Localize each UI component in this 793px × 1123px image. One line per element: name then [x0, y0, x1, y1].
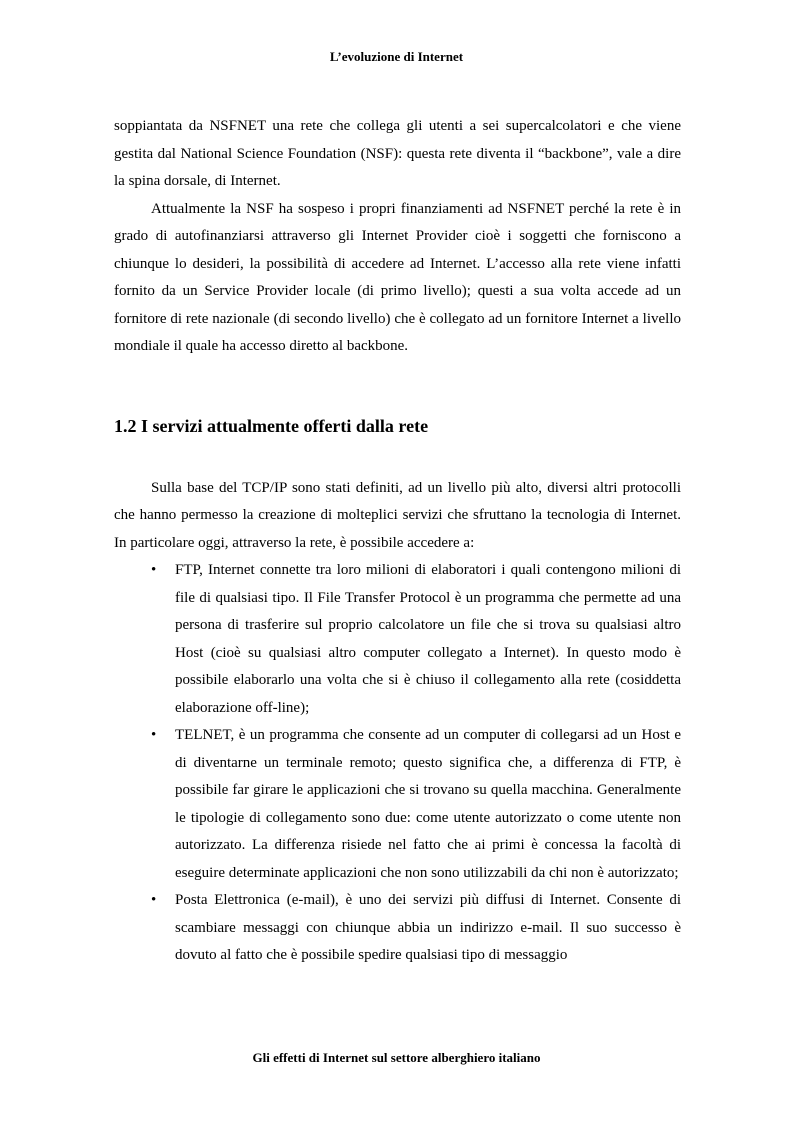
list-item-text: FTP, Internet connette tra loro milioni di elaboratori i quali contengono milioni di file di qualsiasi tipo. Il File Transfer Protocol è un programma che permette ad una persona di trasferire sul proprio calcolatore un file che si trova su qualsiasi altro Host (cioè su qualsiasi altro computer collegato a Internet). In questo modo è possibile elaborarlo una volta che si è chiuso il collegamento alla rete (cosiddetta elaborazione off-line); [175, 562, 681, 716]
page-body [114, 113, 681, 970]
bullet-icon: • [151, 727, 157, 743]
list-item-ftp [114, 557, 681, 722]
list-item-text: TELNET, è un programma che consente ad un computer di collegarsi ad un Host e di diventarne un terminale remoto; questo significa che, a differenza di FTP, è possibile far girare le applicazioni che si trovano su quella macchina. Generalmente le tipologie di collegamento sono due: come utente autorizzato o come utente non autorizzato. La differenza risiede nel fatto che ai primi è concessa la facoltà di eseguire determinate applicazioni che non sono utilizzabili da chi non è autorizzato; [175, 727, 681, 881]
list-item-text: Posta Elettronica (e-mail), è uno dei servizi più diffusi di Internet. Consente di scambiare messaggi con chiunque abbia un indirizzo e-mail. Il suo successo è dovuto al fatto che è possibile spedire qualsiasi tipo di messaggio [175, 892, 681, 963]
list-item-email [114, 887, 681, 970]
list-item-telnet [114, 722, 681, 887]
section-title: 1.2 I servizi attualmente offerti dalla rete [114, 415, 429, 436]
bullet-icon: • [151, 562, 157, 578]
paragraph-continuation: soppiantata da NSFNET una rete che collega gli utenti a sei supercalcolatori e che viene gestita dal National Science Foundation (NSF): questa rete diventa il “backbone”, vale a dire la spina dorsale, di Internet. [114, 118, 681, 189]
running-footer: Gli effetti di Internet sul settore alberghiero italiano [252, 1050, 541, 1065]
running-header: L’evoluzione di Internet [329, 49, 464, 64]
paragraph-nsf-funding: Attualmente la NSF ha sospeso i propri finanziamenti ad NSFNET perché la rete è in grado di autofinanziarsi attraverso gli Internet Provider cioè i soggetti che forniscono a chiunque lo desideri, la possibilità di accedere ad Internet. L’accesso alla rete viene infatti fornito da un Service Provider locale (di primo livello); questi a sua volta accede ad un fornitore di rete nazionale (di secondo livello) che è collegato ad un fornitore Internet a livello mondiale il quale ha accesso diretto al backbone. [114, 200, 681, 354]
services-list [114, 557, 681, 970]
bullet-icon: • [151, 892, 157, 908]
section-intro: Sulla base del TCP/IP sono stati definiti, ad un livello più alto, diversi altri protocolli che hanno permesso la creazione di molteplici servizi che sfruttano la tecnologia di Internet. In particolare oggi, attraverso la rete, è possibile accedere a: [114, 479, 681, 551]
